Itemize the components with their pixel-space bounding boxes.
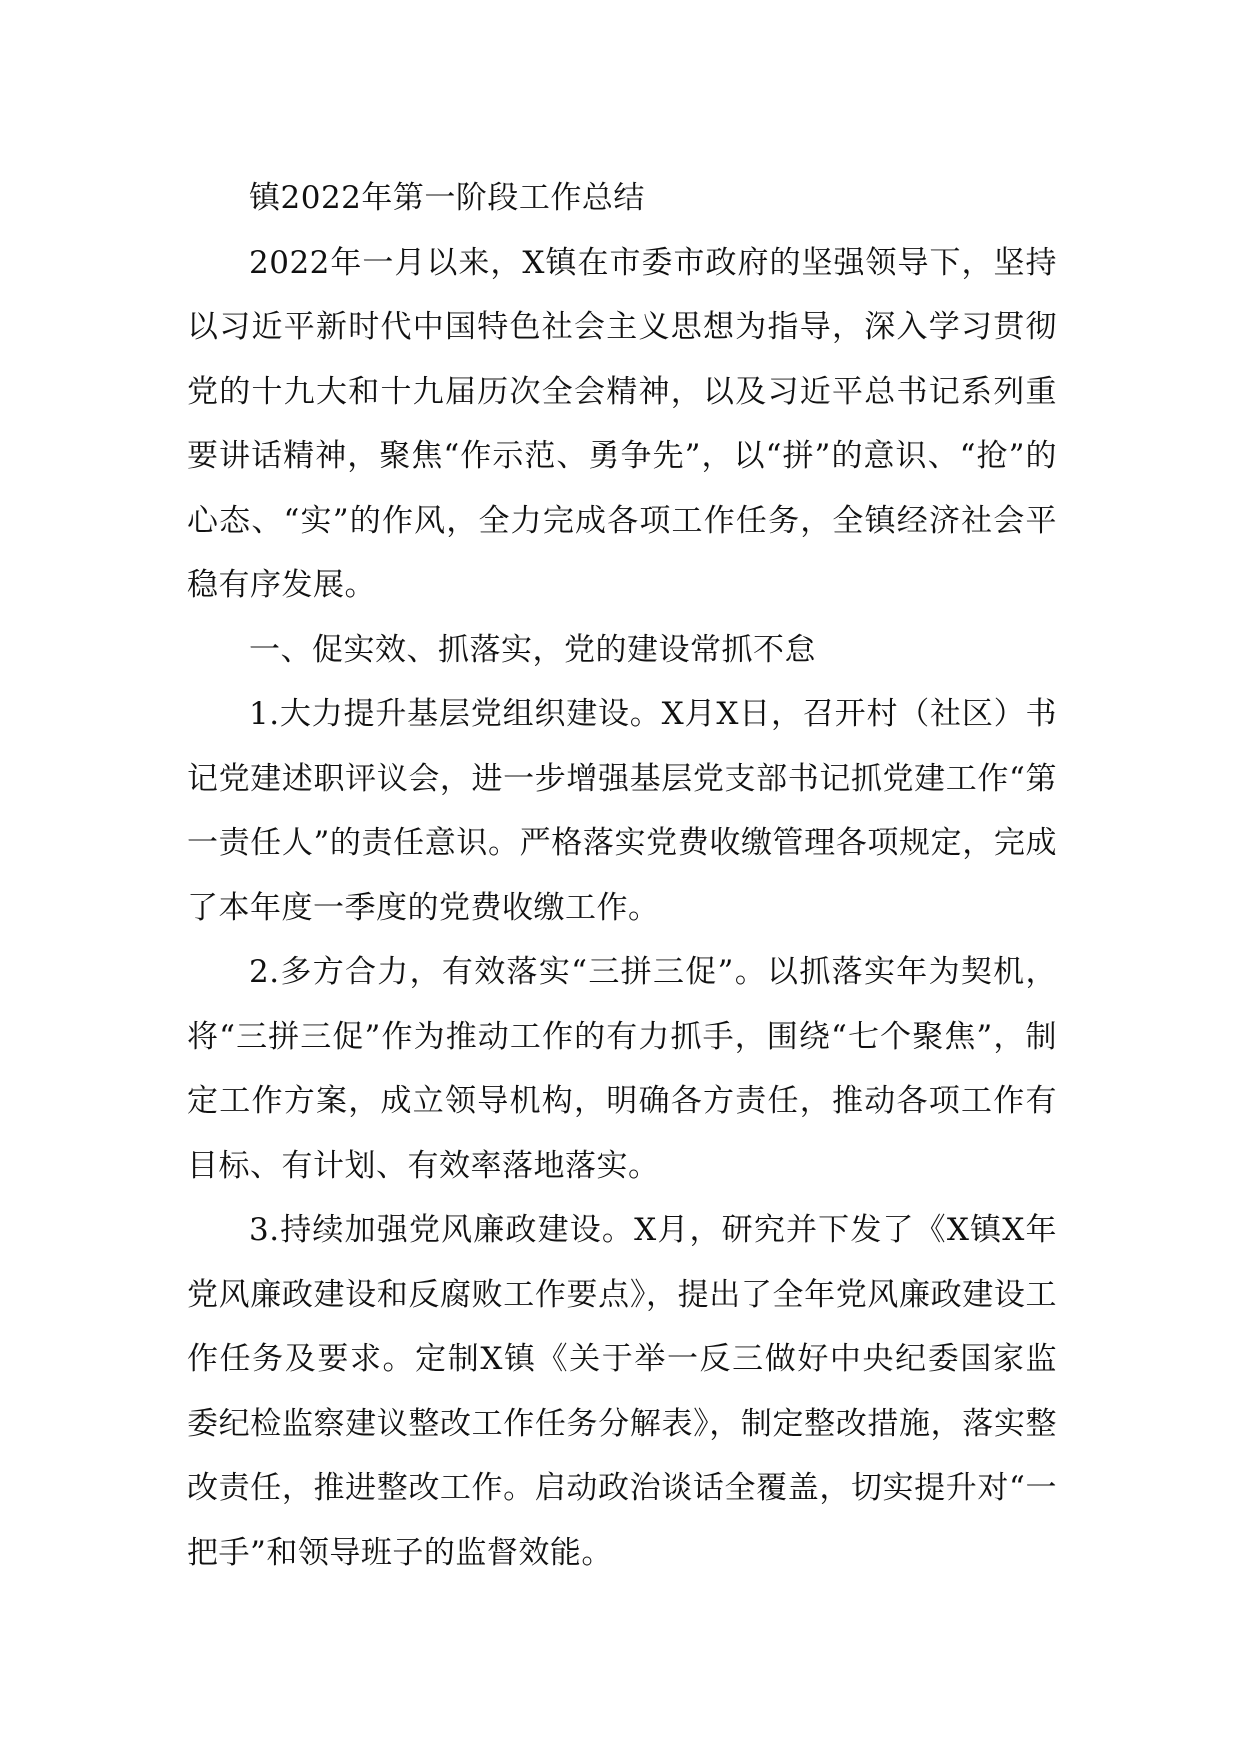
paragraph-item-2: 2.多方合力，有效落实“三拼三促”。以抓落实年为契机，将“三拼三促”作为推动工作的有力抓手，围绕“七个聚焦”，制定工作方案，成立领导机构，明确各方责任，推动各项工作有目标、有计划、有效率落地落实。 xyxy=(187,954,1057,1184)
document-body xyxy=(187,166,1057,1585)
paragraph-item-3: 3.持续加强党风廉政建设。X月，研究并下发了《X镇X年党风廉政建设和反腐败工作要点》，提出了全年党风廉政建设工作任务及要求。定制X镇《关于举一反三做好中央纪委国家监委纪检监察建议整改工作任务分解表》，制定整改措施，落实整改责任，推进整改工作。启动政治谈话全覆盖，切实提升对“一把手”和领导班子的监督效能。 xyxy=(187,1212,1057,1571)
document-title: 镇2022年第一阶段工作总结 xyxy=(249,180,645,216)
paragraph-item-1: 1.大力提升基层党组织建设。X月X日，召开村（社区）书记党建述职评议会，进一步增强基层党支部书记抓党建工作“第一责任人”的责任意识。严格落实党费收缴管理各项规定，完成了本年度一季度的党费收缴工作。 xyxy=(187,696,1057,926)
intro-paragraph: 2022年一月以来，X镇在市委市政府的坚强领导下，坚持以习近平新时代中国特色社会主义思想为指导，深入学习贯彻党的十九大和十九届历次全会精神，以及习近平总书记系列重要讲话精神，聚焦“作示范、勇争先”，以“拼”的意识、“抢”的心态、“实”的作风，全力完成各项工作任务，全镇经济社会平稳有序发展。 xyxy=(187,244,1057,603)
section-heading: 一、促实效、抓落实，党的建设常抓不怠 xyxy=(249,631,816,668)
